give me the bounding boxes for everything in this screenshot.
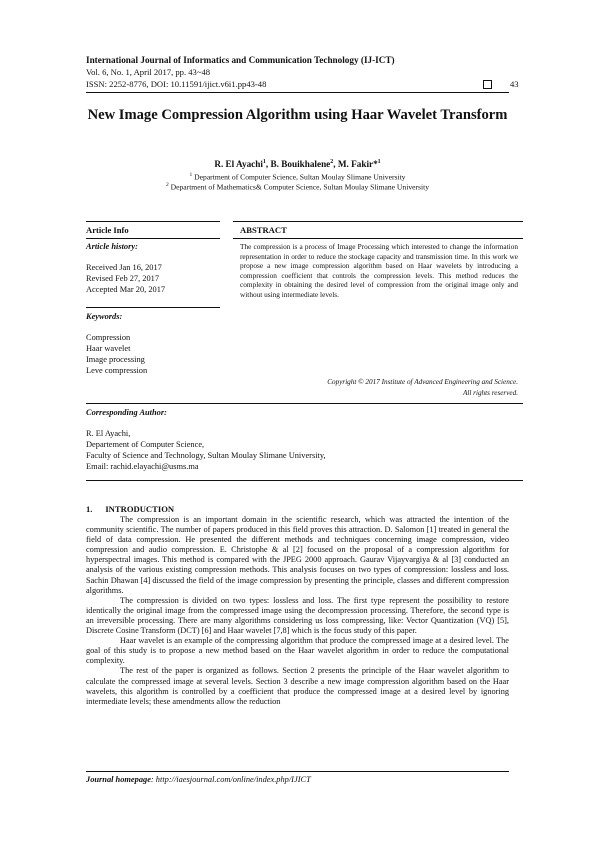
author-affiliation-mark: 2 [330,159,334,165]
homepage-link[interactable]: : http://iaesjournal.com/online/index.php/IJICT [150,775,311,784]
keywords-rule [86,307,220,308]
author-separator: , [265,159,271,170]
history-accepted: Accepted Mar 20, 2017 [86,285,166,294]
affiliation-mark: 1 [189,172,193,178]
abstract-top-rule [233,221,523,222]
info-bottom-rule [86,403,523,404]
affiliation-mark: 2 [166,182,169,188]
copyright-line: All rights reserved. [462,389,518,397]
copyright-line: Copyright © 2017 Institute of Advanced Engineering and Science. [327,378,518,386]
corresponding-line: Departement of Computer Science, [86,440,205,449]
author-separator: , [333,159,338,170]
corresponding-author-heading: Corresponding Author: [86,408,167,417]
keyword-item: Leve compression [86,366,148,375]
corresponding-bottom-rule [86,480,523,481]
affiliation [86,172,509,182]
article-info-top-rule [86,221,220,222]
corresponding-email: Email: rachid.elayachi@usms.ma [86,462,199,471]
section-heading: 1. INTRODUCTION [86,504,175,514]
author-name: B. Bouikhalene [270,159,331,170]
keywords-heading: Keywords: [86,312,123,321]
corresponding-line: R. El Ayachi, [86,429,131,438]
author-list [86,159,509,169]
introduction-body [86,515,509,707]
copyright-notice [240,377,518,399]
affiliation [86,182,509,192]
affiliation-text: Department of Computer Science, Sultan Moulay Slimane University [192,172,406,182]
body-paragraph: The rest of the paper is organized as follows. Section 2 presents the principle of the Haar wavelet algorithm to calculate the compressed image at several levels. Section 3 describe a new image compression algorithm based on the Haar wavelets, this algorithm is controlled by a coefficient that produce the compressed image at a desired level by ignoring intermediate levels; these amendments allow the reduction [86,666,509,706]
journal-homepage [86,775,311,784]
header-rule [86,92,509,93]
history-received: Received Jan 16, 2017 [86,263,162,272]
body-paragraph: Haar wavelet is an example of the compressing algorithm that produce the compressed image at a desired level. The goal of this study is to propose a new method based on the Haar wavelet algorithm in order to reduce the computational complexity. [86,636,509,666]
square-icon [483,80,492,89]
homepage-label: Journal homepage [86,775,151,784]
journal-name: International Journal of Informatics and Communication Technology (IJ-ICT) [86,55,395,65]
author-name: M. Fakir* [337,159,378,170]
paper-title: New Image Compression Algorithm using Haar Wavelet Transform [87,107,508,123]
body-paragraph: The compression is divided on two types: lossless and loss. The first type represent the possibility to restore identically the original image from the compressed image using the decompression processing. Therefore, the second type is an irreversible processing. There are many algorithms considering us loss compressing, like: Vector Quantization (VQ) [5], Discrete Cosine Transform (DCT) [6] and Haar wavelet [7,8] which is the focus study of this paper. [86,595,509,636]
keyword-item: Image processing [86,355,145,364]
keyword-item: Haar wavelet [86,344,131,353]
journal-volume: Vol. 6, No. 1, April 2017, pp. 43~48 [86,67,211,77]
author-name: R. El Ayachi [214,159,263,170]
author-affiliation-mark: 1 [262,159,266,165]
article-info-rule [86,238,220,239]
abstract-rule [233,238,523,239]
page-number: 43 [510,79,519,89]
body-paragraph: The compression is an important domain in the scientific research, which was attracted the intention of the community scientific. The number of papers produced in this field proves this attraction. D. Salomon [1] treated in general the field of data compression. He presented the different methods and techniques concerning image compression, video compression and audio compression. E. Christophe & al [2] focused on the proposal of a compression algorithm for hyperspectral images. This method is compared with the JPEG 2000 approach. Gaurav Vijayvargiya & al [3] conducted an analysis of the various existing compression methods. This analysis focuses on two types of compression: lossless and loss. Sachin Dhawan [4] discussed the field of the image compression by presenting the principle, classes and different compression algorithms. [86,515,509,595]
article-history-heading: Article history: [86,242,138,251]
article-info-heading: Article Info [86,225,129,235]
footer-rule [86,771,509,772]
abstract-heading: ABSTRACT [240,225,287,235]
affiliation-text: Department of Mathematics& Computer Science, Sultan Moulay Slimane University [168,182,429,192]
history-revised: Revised Feb 27, 2017 [86,274,160,283]
abstract-text: The compression is a process of Image Processing which interested to change the information representation in order to reduce the stockage capacity and transmission time. In this work we propose a new image compression algorithm based on Haar wavelets by introducing a compression coefficient that controls the compression levels. This method reduces the complexity in obtaining the desired level of compression from the original image only and without using intermediate levels. [240,242,518,299]
author-affiliation-mark: 1 [377,159,381,165]
journal-issn-doi: ISSN: 2252-8776, DOI: 10.11591/ijict.v6i1.pp43-48 [86,79,267,89]
keyword-item: Compression [86,333,131,342]
corresponding-line: Faculty of Science and Technology, Sultan Moulay Slimane University, [86,451,326,460]
